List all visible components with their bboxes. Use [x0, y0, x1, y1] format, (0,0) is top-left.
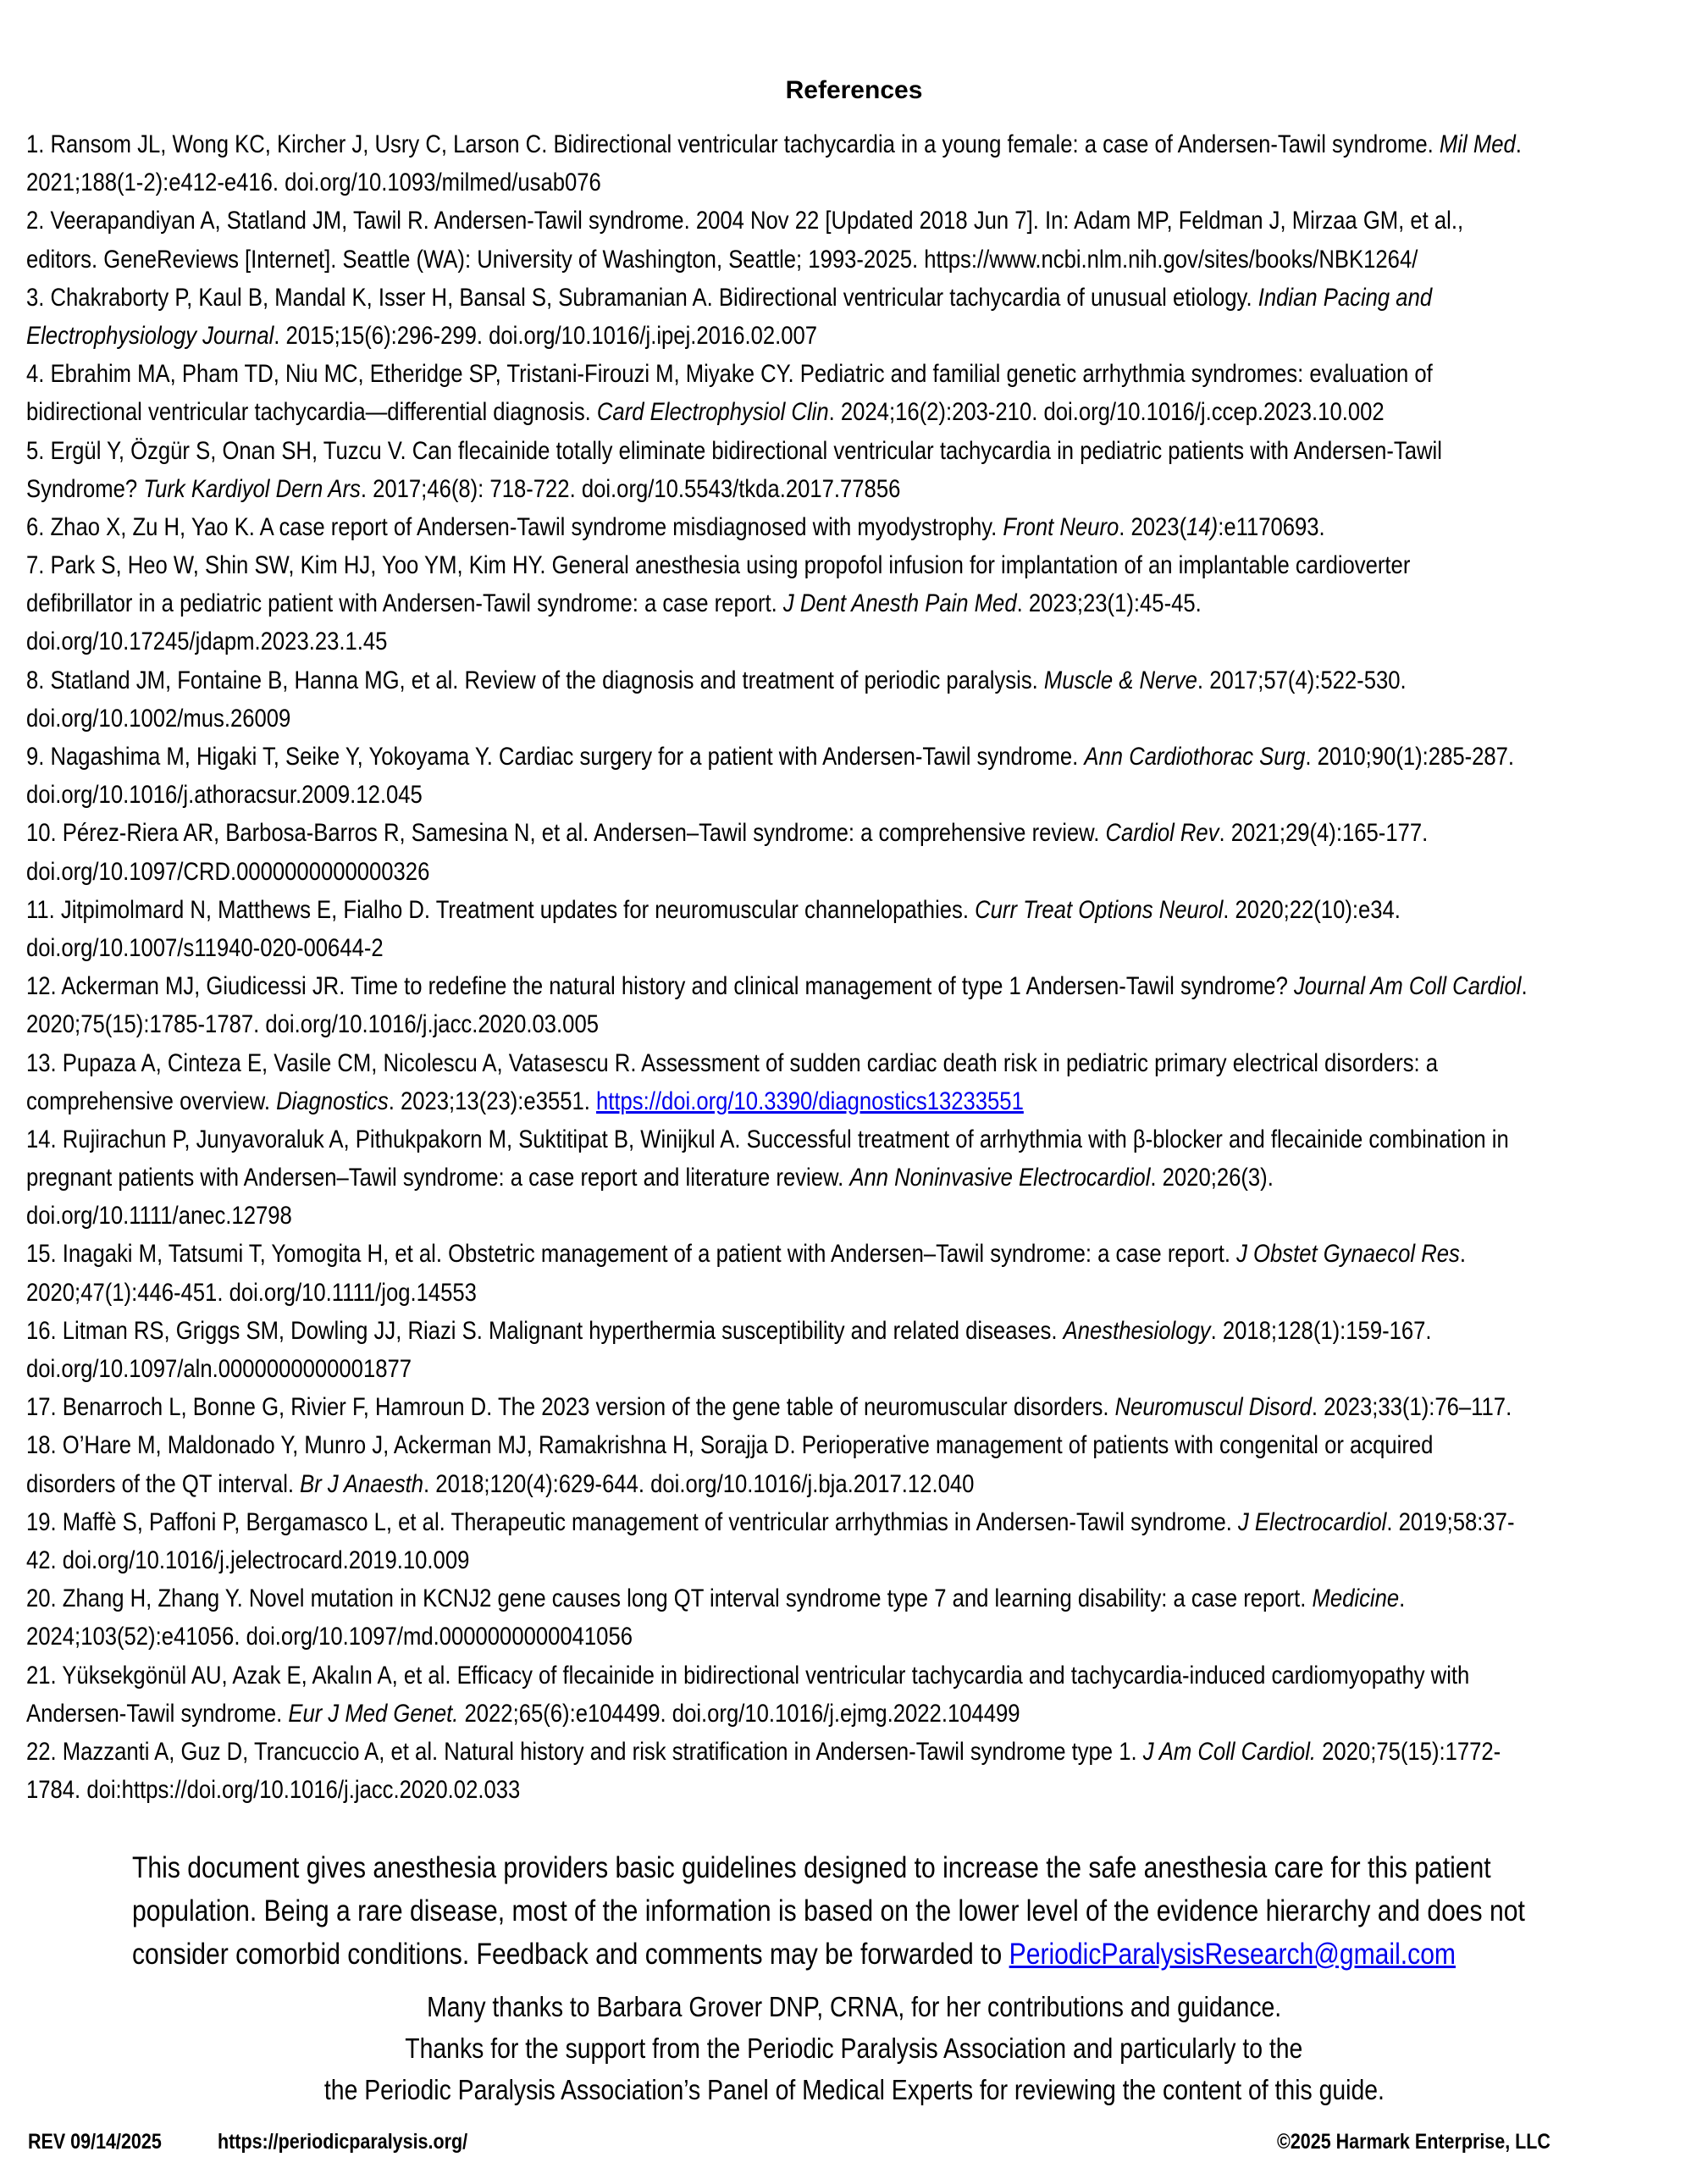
reference-line: [26, 163, 1662, 202]
reference-doi-link[interactable]: https://doi.org/10.3390/diagnostics13233551: [596, 1087, 1024, 1115]
reference-text: 14. Rujirachun P, Junyavoraluk A, Pithukpakorn M, Suktitipat B, Winijkul A. Successful treatment of arrhythmia with β-blocker and flecainide combination in: [26, 1125, 1509, 1153]
reference-text: . 2010;90(1):285-287.: [1305, 743, 1515, 771]
reference-text: 18. O’Hare M, Maldonado Y, Munro J, Ackerman MJ, Ramakrishna H, Sorajja D. Perioperative management of patients with congenital or acquired: [26, 1431, 1434, 1460]
reference-item: [26, 1312, 1662, 1388]
reference-item: [26, 738, 1662, 814]
reference-text: doi.org/10.17245/jdapm.2023.23.1.45: [26, 628, 388, 656]
reference-text: . 2023;33(1):76–117.: [1311, 1393, 1512, 1422]
reference-line: [26, 279, 1662, 317]
reference-line: [26, 1503, 1662, 1541]
reference-line: [26, 202, 1662, 240]
reference-line: [26, 125, 1662, 163]
reference-line: [26, 1465, 1662, 1503]
reference-journal-title: Muscle & Nerve: [1043, 666, 1197, 694]
reference-line: [26, 891, 1662, 929]
reference-journal-title: J Obstet Gynaecol Res: [1236, 1240, 1460, 1269]
reference-item: [26, 508, 1662, 546]
disclaimer-line: This document gives anesthesia providers basic guidelines designed to increase the safe anesthesia care for this patient: [132, 1851, 1491, 1884]
reference-line: [26, 1771, 1662, 1809]
reference-line: [26, 1618, 1662, 1656]
reference-journal-title: Eur J Med Genet.: [288, 1699, 459, 1728]
reference-text: .: [1399, 1585, 1406, 1613]
reference-text: 19. Maffè S, Paffoni P, Bergamasco L, et al. Therapeutic management of ventricular arrhythmias in Andersen-Tawil syndrome.: [26, 1507, 1238, 1536]
reference-line: [26, 1235, 1662, 1273]
reference-line: [26, 1388, 1662, 1426]
reference-text: . 2024;16(2):203-210. doi.org/10.1016/j.ccep.2023.10.002: [828, 398, 1385, 427]
reference-line: [26, 1197, 1662, 1235]
disclaimer-paragraph: [132, 1846, 1661, 1976]
reference-text: . 2020;22(10):e34.: [1223, 895, 1401, 924]
reference-text: . 2018;120(4):629-644. doi.org/10.1016/j.bja.2017.12.040: [423, 1469, 975, 1498]
reference-journal-title: Ann Cardiothorac Surg: [1084, 743, 1306, 771]
reference-text: 11. Jitpimolmard N, Matthews E, Fialho D. Treatment updates for neuromuscular channelopathies.: [26, 895, 976, 924]
reference-text: 8. Statland JM, Fontaine B, Hanna MG, et al. Review of the diagnosis and treatment of periodic paralysis.: [26, 666, 1044, 694]
reference-text: 2020;47(1):446-451. doi.org/10.1111/jog.14553: [26, 1278, 477, 1307]
reference-line: [26, 470, 1662, 508]
reference-journal-title: Cardiol Rev: [1105, 819, 1219, 848]
reference-text: 2. Veerapandiyan A, Statland JM, Tawil R. Andersen-Tawil syndrome. 2004 Nov 22 [Updated 2018 Jun 7]. In: Adam MP, Feldman J, Mirzaa GM, et al.,: [26, 207, 1464, 235]
reference-journal-title: Journal Am Coll Cardiol: [1293, 972, 1522, 1001]
reference-text: bidirectional ventricular tachycardia—differential diagnosis.: [26, 398, 597, 427]
reference-line: [26, 355, 1662, 393]
website-link[interactable]: https://periodicparalysis.org/: [218, 2130, 468, 2154]
reference-text: . 2020;26(3).: [1150, 1164, 1274, 1192]
reference-text: defibrillator in a pediatric patient with Andersen-Tawil syndrome: a case report.: [26, 589, 783, 618]
reference-item: [26, 546, 1662, 661]
reference-text: 12. Ackerman MJ, Giudicessi JR. Time to redefine the natural history and clinical management of type 1 Andersen-Tawil syndrome?: [26, 972, 1294, 1001]
reference-line: [26, 814, 1662, 852]
reference-journal-title: Medicine: [1312, 1585, 1400, 1613]
acknowledgement-text: the Periodic Paralysis Association’s Panel of Medical Experts for reviewing the content of this guide.: [323, 2074, 1385, 2105]
reference-item: [26, 967, 1662, 1043]
reference-item: [26, 125, 1662, 202]
reference-text: . 2017;46(8): 718-722. doi.org/10.5543/tkda.2017.77856: [360, 474, 901, 503]
reference-item: [26, 1656, 1662, 1733]
reference-text: pregnant patients with Andersen–Tawil syndrome: a case report and literature review.: [26, 1164, 850, 1192]
reference-item: [26, 1235, 1662, 1311]
reference-text: . 2019;58:37-: [1386, 1507, 1515, 1536]
reference-item: [26, 1733, 1662, 1809]
reference-text: 21. Yüksekgönül AU, Azak E, Akalın A, et al. Efficacy of flecainide in bidirectional ventricular tachycardia and tachycardia-induced cardiomyopathy with: [26, 1661, 1470, 1690]
acknowledgement-line: [0, 2069, 1708, 2110]
reference-text: Andersen-Tawil syndrome.: [26, 1699, 289, 1728]
reference-journal-title: Neuromuscul Disord: [1114, 1393, 1312, 1422]
feedback-email-link[interactable]: PeriodicParalysisResearch@gmail.com: [1009, 1938, 1456, 1971]
reference-text: 10. Pérez-Riera AR, Barbosa-Barros R, Samesina N, et al. Andersen–Tawil syndrome: a comprehensive review.: [26, 819, 1106, 848]
reference-line: [26, 546, 1662, 584]
reference-line: [26, 1044, 1662, 1082]
reference-text: 1784. doi:https://doi.org/10.1016/j.jacc.2020.02.033: [26, 1776, 521, 1805]
reference-text: editors. GeneReviews [Internet]. Seattle (WA): University of Washington, Seattle; 1993-2025. https://www.ncbi.nlm.nih.gov/sites/books/NBK1264/: [26, 245, 1418, 274]
reference-text: . 2018;128(1):159-167.: [1210, 1316, 1432, 1345]
reference-item: [26, 355, 1662, 431]
reference-line: [26, 967, 1662, 1005]
reference-item: [26, 1388, 1662, 1426]
reference-text: 22. Mazzanti A, Guz D, Trancuccio A, et al. Natural history and risk stratification in Andersen-Tawil syndrome type 1.: [26, 1737, 1143, 1766]
reference-text: 6. Zhao X, Zu H, Yao K. A case report of Andersen-Tawil syndrome misdiagnosed with myodystrophy.: [26, 512, 1003, 541]
reference-text: .: [1521, 972, 1528, 1001]
reference-line: [26, 432, 1662, 470]
reference-line: [26, 1695, 1662, 1733]
reference-journal-title: Indian Pacing and: [1258, 283, 1433, 312]
reference-line: [26, 1350, 1662, 1388]
reference-text: 7. Park S, Heo W, Shin SW, Kim HJ, Yoo YM, Kim HY. General anesthesia using propofol infusion for implantation of an implantable cardioverter: [26, 551, 1411, 580]
reference-line: [26, 1159, 1662, 1197]
reference-text: 5. Ergül Y, Özgür S, Onan SH, Tuzcu V. Can flecainide totally eliminate bidirectional ventricular tachycardia in pediatric patients with Andersen-Tawil: [26, 436, 1442, 465]
reference-journal-title: J Am Coll Cardiol.: [1142, 1737, 1317, 1766]
reference-text: doi.org/10.1002/mus.26009: [26, 704, 291, 733]
reference-line: [26, 1579, 1662, 1618]
reference-line: [26, 776, 1662, 814]
reference-text: 16. Litman RS, Griggs SM, Dowling JJ, Riazi S. Malignant hyperthermia susceptibility and related diseases.: [26, 1316, 1064, 1345]
reference-journal-title: J Dent Anesth Pain Med: [782, 589, 1017, 618]
disclaimer-line-text: consider comorbid conditions. Feedback and comments may be forwarded to: [132, 1938, 1009, 1971]
reference-journal-title: 14): [1186, 512, 1219, 541]
reference-text: :e1170693.: [1218, 512, 1325, 541]
disclaimer-line: [132, 1933, 1661, 1976]
reference-journal-title: Card Electrophysiol Clin: [596, 398, 829, 427]
reference-item: [26, 1120, 1662, 1236]
reference-line: [26, 1541, 1662, 1579]
reference-text: doi.org/10.1097/aln.0000000000001877: [26, 1355, 412, 1383]
reference-text: doi.org/10.1016/j.athoracsur.2009.12.045: [26, 781, 423, 810]
acknowledgement-line: [0, 1986, 1708, 2027]
reference-text: . 2023;13(23):e3551.: [388, 1087, 597, 1115]
reference-line: [26, 1005, 1662, 1043]
reference-item: [26, 1044, 1662, 1120]
reference-line: [26, 1426, 1662, 1464]
reference-journal-title: Electrophysiology Journal: [26, 321, 274, 350]
reference-text: . 2021;29(4):165-177.: [1219, 819, 1429, 848]
reference-item: [26, 279, 1662, 355]
reference-line: [26, 1082, 1662, 1120]
reference-line: [26, 622, 1662, 661]
reference-text: doi.org/10.1097/CRD.0000000000000326: [26, 857, 430, 886]
reference-text: .: [1515, 130, 1522, 158]
reference-line: [26, 584, 1662, 622]
acknowledgement-line: [0, 2027, 1708, 2069]
reference-journal-title: Br J Anaesth: [300, 1469, 424, 1498]
reference-journal-title: Turk Kardiyol Dern Ars: [143, 474, 361, 503]
reference-item: [26, 891, 1662, 967]
reference-text: 4. Ebrahim MA, Pham TD, Niu MC, Etheridge SP, Tristani-Firouzi M, Miyake CY. Pediatric and familial genetic arrhythmia syndromes: evaluation of: [26, 360, 1433, 389]
reference-text: disorders of the QT interval.: [26, 1469, 301, 1498]
references-heading: References: [785, 76, 923, 104]
reference-text: .: [1459, 1240, 1466, 1269]
reference-line: [26, 241, 1662, 279]
reference-item: [26, 814, 1662, 890]
reference-item: [26, 1426, 1662, 1502]
reference-line: [26, 1656, 1662, 1695]
reference-line: [26, 661, 1662, 700]
acknowledgements: [0, 1986, 1708, 2110]
reference-item: [26, 1579, 1662, 1656]
reference-text: . 2023(: [1119, 512, 1187, 541]
reference-line: [26, 393, 1662, 431]
reference-text: 20. Zhang H, Zhang Y. Novel mutation in KCNJ2 gene causes long QT interval syndrome type 7 and learning disability: a case report.: [26, 1585, 1313, 1613]
reference-text: 42. doi.org/10.1016/j.jelectrocard.2019.10.009: [26, 1546, 470, 1574]
reference-text: 2020;75(15):1772-: [1316, 1737, 1501, 1766]
reference-text: 2021;188(1-2):e412-e416. doi.org/10.1093/milmed/usab076: [26, 169, 601, 197]
reference-item: [26, 661, 1662, 738]
reference-line: [26, 853, 1662, 891]
reference-item: [26, 202, 1662, 278]
reference-text: 9. Nagashima M, Higaki T, Seike Y, Yokoyama Y. Cardiac surgery for a patient with Andersen-Tawil syndrome.: [26, 743, 1085, 771]
reference-line: [26, 1120, 1662, 1159]
reference-item: [26, 1503, 1662, 1579]
reference-journal-title: Front Neuro: [1003, 512, 1119, 541]
disclaimer-line: population. Being a rare disease, most of the information is based on the lower level of the evidence hierarchy and does not: [132, 1894, 1525, 1927]
reference-text: 17. Benarroch L, Bonne G, Rivier F, Hamroun D. The 2023 version of the gene table of neuromuscular disorders.: [26, 1393, 1115, 1422]
reference-journal-title: J Electrocardiol: [1237, 1507, 1387, 1536]
reference-line: [26, 1312, 1662, 1350]
reference-list: [26, 125, 1662, 1809]
reference-text: 2022;65(6):e104499. doi.org/10.1016/j.ejmg.2022.104499: [458, 1699, 1020, 1728]
reference-line: [26, 1733, 1662, 1771]
reference-line: [26, 508, 1662, 546]
reference-text: 2020;75(15):1785-1787. doi.org/10.1016/j.jacc.2020.03.005: [26, 1010, 599, 1039]
revision-date: REV 09/14/2025: [28, 2130, 162, 2154]
reference-journal-title: Ann Noninvasive Electrocardiol: [849, 1164, 1151, 1192]
reference-text: . 2015;15(6):296-299. doi.org/10.1016/j.ipej.2016.02.007: [274, 321, 818, 350]
reference-journal-title: Mil Med: [1439, 130, 1516, 158]
reference-text: Syndrome?: [26, 474, 144, 503]
reference-journal-title: Curr Treat Options Neurol: [975, 895, 1224, 924]
reference-text: . 2017;57(4):522-530.: [1197, 666, 1407, 694]
reference-text: comprehensive overview.: [26, 1087, 277, 1115]
reference-text: 15. Inagaki M, Tatsumi T, Yomogita H, et al. Obstetric management of a patient with Andersen–Tawil syndrome: a case report.: [26, 1240, 1237, 1269]
reference-item: [26, 432, 1662, 508]
acknowledgement-text: Many thanks to Barbara Grover DNP, CRNA, for her contributions and guidance.: [426, 1991, 1282, 2022]
reference-text: doi.org/10.1111/anec.12798: [26, 1202, 292, 1231]
reference-line: [26, 929, 1662, 967]
copyright-notice: ©2025 Harmark Enterprise, LLC: [1277, 2130, 1550, 2154]
acknowledgement-text: Thanks for the support from the Periodic Paralysis Association and particularly to the: [405, 2032, 1303, 2064]
reference-text: doi.org/10.1007/s11940-020-00644-2: [26, 933, 384, 962]
reference-text: 13. Pupaza A, Cinteza E, Vasile CM, Nicolescu A, Vatasescu R. Assessment of sudden cardiac death risk in pediatric primary electrical disorders: a: [26, 1048, 1439, 1077]
reference-line: [26, 317, 1662, 355]
reference-text: 1. Ransom JL, Wong KC, Kircher J, Usry C, Larson C. Bidirectional ventricular tachycardia in a young female: a case of Andersen-Tawil syndrome.: [26, 130, 1440, 158]
reference-journal-title: Anesthesiology: [1063, 1316, 1211, 1345]
reference-journal-title: Diagnostics: [276, 1087, 389, 1115]
reference-text: 3. Chakraborty P, Kaul B, Mandal K, Isser H, Bansal S, Subramanian A. Bidirectional ventricular tachycardia of unusual etiology.: [26, 283, 1258, 312]
reference-text: . 2023;23(1):45-45.: [1016, 589, 1202, 618]
reference-line: [26, 1274, 1662, 1312]
reference-text: 2024;103(52):e41056. doi.org/10.1097/md.0000000000041056: [26, 1623, 633, 1651]
reference-line: [26, 700, 1662, 738]
reference-line: [26, 738, 1662, 776]
